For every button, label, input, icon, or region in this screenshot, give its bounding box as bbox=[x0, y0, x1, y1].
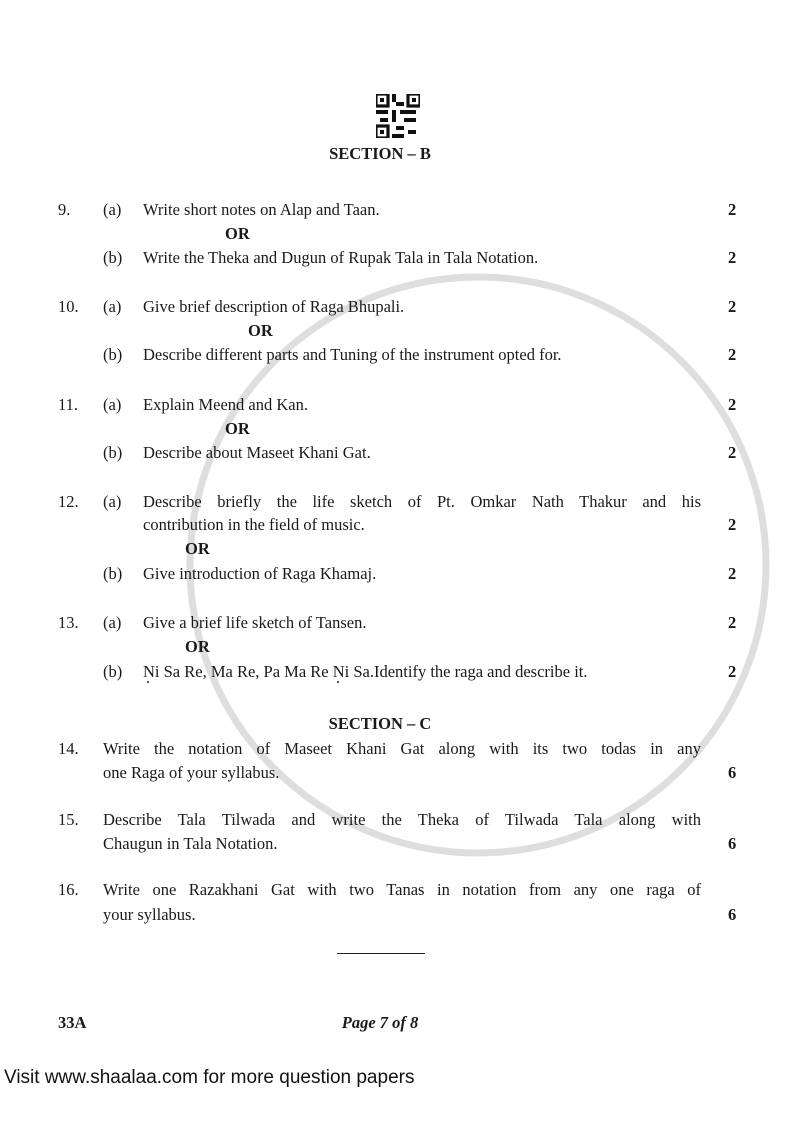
question-text: Describe about Maseet Khani Gat. bbox=[143, 443, 371, 462]
qr-code bbox=[376, 94, 420, 138]
question-number: 11. bbox=[58, 395, 79, 414]
marks: 6 bbox=[728, 834, 737, 853]
option-label: (a) bbox=[103, 395, 122, 414]
marks: 2 bbox=[728, 515, 737, 534]
or-label: OR bbox=[248, 321, 273, 340]
marks: 2 bbox=[728, 297, 737, 316]
note-ni-lower: N bbox=[332, 662, 345, 681]
or-label: OR bbox=[225, 224, 250, 243]
option-label: (a) bbox=[103, 492, 122, 511]
marks: 2 bbox=[728, 613, 737, 632]
marks: 2 bbox=[728, 662, 737, 681]
question-number: 10. bbox=[58, 297, 79, 316]
question-text: Describe Tala Tilwada and write the Theka of Tilwada Tala along with bbox=[103, 810, 701, 829]
marks: 2 bbox=[728, 248, 737, 267]
section-c-title: SECTION – C bbox=[328, 714, 432, 733]
marks: 2 bbox=[728, 564, 737, 583]
option-label: (b) bbox=[103, 345, 123, 364]
page-number: Page 7 of 8 bbox=[341, 1013, 419, 1032]
text-part: i Sa.Identify the raga and describe it. bbox=[344, 662, 588, 681]
option-label: (a) bbox=[103, 613, 122, 632]
marks: 6 bbox=[728, 763, 737, 782]
question-text: Give introduction of Raga Khamaj. bbox=[143, 564, 377, 583]
question-number: 12. bbox=[58, 492, 79, 511]
question-text: Chaugun in Tala Notation. bbox=[103, 834, 278, 853]
option-label: (a) bbox=[103, 297, 122, 316]
question-text bbox=[143, 662, 587, 682]
option-label: (b) bbox=[103, 662, 123, 681]
question-text: contribution in the field of music. bbox=[143, 515, 365, 534]
question-text: Explain Meend and Kan. bbox=[143, 395, 308, 414]
marks: 2 bbox=[728, 345, 737, 364]
or-label: OR bbox=[185, 637, 210, 656]
option-label: (b) bbox=[103, 564, 123, 583]
or-label: OR bbox=[185, 539, 210, 558]
question-text: Describe briefly the life sketch of Pt. Omkar Nath Thakur and his bbox=[143, 492, 701, 511]
text-part: i Sa Re, Ma Re, Pa Ma Re bbox=[154, 662, 333, 681]
question-text: Describe different parts and Tuning of the instrument opted for. bbox=[143, 345, 562, 364]
question-number: 16. bbox=[58, 880, 79, 899]
or-label: OR bbox=[225, 419, 250, 438]
question-number: 14. bbox=[58, 739, 79, 758]
section-b-title: SECTION – B bbox=[329, 144, 431, 163]
question-text: Write one Razakhani Gat with two Tanas in notation from any one raga of bbox=[103, 880, 701, 899]
question-text: Write short notes on Alap and Taan. bbox=[143, 200, 380, 219]
question-text: one Raga of your syllabus. bbox=[103, 763, 280, 782]
option-label: (b) bbox=[103, 248, 123, 267]
option-label: (a) bbox=[103, 200, 122, 219]
marks: 2 bbox=[728, 200, 737, 219]
marks: 2 bbox=[728, 443, 737, 462]
question-text: your syllabus. bbox=[103, 905, 196, 924]
note-ni-lower: N bbox=[143, 662, 155, 681]
question-number: 13. bbox=[58, 613, 79, 632]
question-text: Give a brief life sketch of Tansen. bbox=[143, 613, 367, 632]
end-divider bbox=[337, 953, 425, 954]
marks: 6 bbox=[728, 905, 737, 924]
question-text: Give brief description of Raga Bhupali. bbox=[143, 297, 405, 316]
question-text: Write the notation of Maseet Khani Gat along with its two todas in any bbox=[103, 739, 701, 758]
question-number: 9. bbox=[58, 200, 71, 219]
promo-banner: Visit www.shaalaa.com for more question papers bbox=[4, 1067, 415, 1088]
question-number: 15. bbox=[58, 810, 79, 829]
marks: 2 bbox=[728, 395, 737, 414]
question-text: Write the Theka and Dugun of Rupak Tala in Tala Notation. bbox=[143, 248, 539, 267]
paper-code: 33A bbox=[58, 1013, 87, 1032]
option-label: (b) bbox=[103, 443, 123, 462]
